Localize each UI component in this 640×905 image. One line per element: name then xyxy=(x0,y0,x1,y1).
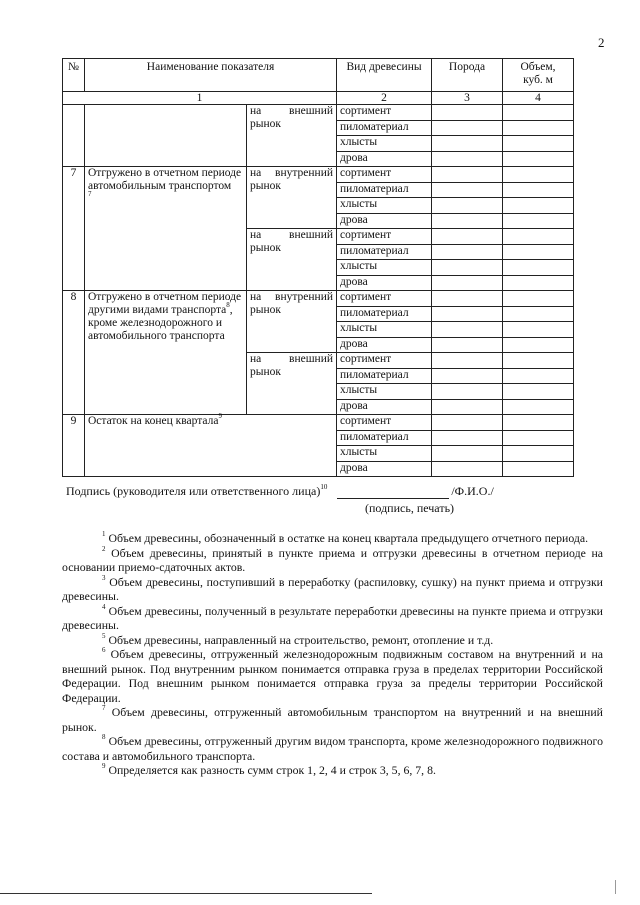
footnote: $^8$ Объем древесины, отгруженный другим видом транспорта, кроме железнодорожного подвижного состава и автомобильного транспорта. xyxy=(62,733,603,763)
header-num: № xyxy=(63,59,85,92)
species-cell[interactable] xyxy=(432,322,503,338)
footnote: $^1$ Объем древесины, обозначенный в остатке на конец квартала предыдущего отчетного периода. xyxy=(102,530,589,545)
kind-cell: пиломатериал xyxy=(337,368,432,384)
scan-edge-mark xyxy=(615,880,616,894)
volume-cell[interactable] xyxy=(503,322,574,338)
footnote: $^6$ Объем древесины, отгруженный железнодорожным подвижным составом на внутренний и на внешний рынок. Под внутренним рынком понимается отправка груза в пределах территории Российской Федерации. Под внешним рынком понимается отправка груза за пределы территории Российской Федерации. xyxy=(62,646,604,705)
row-number: 8 xyxy=(63,291,85,415)
volume-cell[interactable] xyxy=(503,461,574,477)
row-name: Отгружено в отчетном периоде автомобильным транспортом $^7$ xyxy=(85,167,247,291)
market-cell: на внешний рынок xyxy=(247,105,337,167)
index-cell: 3 xyxy=(432,92,503,105)
index-cell: 1 xyxy=(63,92,337,105)
species-cell[interactable] xyxy=(432,213,503,229)
volume-cell[interactable] xyxy=(503,105,574,121)
kind-cell: пиломатериал xyxy=(337,120,432,136)
species-cell[interactable] xyxy=(432,446,503,462)
volume-cell[interactable] xyxy=(503,229,574,245)
num-cell xyxy=(63,105,85,167)
volume-cell[interactable] xyxy=(503,306,574,322)
table-row xyxy=(63,291,574,307)
kind-cell: сортимент xyxy=(337,415,432,431)
volume-cell[interactable] xyxy=(503,198,574,214)
species-cell[interactable] xyxy=(432,275,503,291)
kind-cell: дрова xyxy=(337,151,432,167)
index-cell: 2 xyxy=(337,92,432,105)
fio-label: /Ф.И.О./ xyxy=(451,484,494,498)
volume-cell[interactable] xyxy=(503,430,574,446)
species-cell[interactable] xyxy=(432,306,503,322)
header-species: Порода xyxy=(432,59,503,92)
table-header-row xyxy=(63,59,574,92)
volume-cell[interactable] xyxy=(503,260,574,276)
volume-cell[interactable] xyxy=(503,167,574,183)
signature-label: Подпись (руководителя или ответственного лица) xyxy=(66,484,321,498)
kind-cell: сортимент xyxy=(337,353,432,369)
kind-cell: дрова xyxy=(337,461,432,477)
market-cell: на внутренний рынок xyxy=(247,291,337,353)
volume-cell[interactable] xyxy=(503,399,574,415)
volume-cell[interactable] xyxy=(503,182,574,198)
name-cell xyxy=(85,105,247,167)
species-cell[interactable] xyxy=(432,260,503,276)
kind-cell: дрова xyxy=(337,337,432,353)
species-cell[interactable] xyxy=(432,291,503,307)
species-cell[interactable] xyxy=(432,337,503,353)
species-cell[interactable] xyxy=(432,136,503,152)
species-cell[interactable] xyxy=(432,384,503,400)
volume-cell[interactable] xyxy=(503,353,574,369)
species-cell[interactable] xyxy=(432,167,503,183)
volume-cell[interactable] xyxy=(503,415,574,431)
species-cell[interactable] xyxy=(432,430,503,446)
page-number: 2 xyxy=(598,35,605,50)
market-cell: на внешний рынок xyxy=(247,353,337,415)
species-cell[interactable] xyxy=(432,120,503,136)
volume-cell[interactable] xyxy=(503,275,574,291)
footnote: $^2$ Объем древесины, принятый в пункте приема и отгрузки древесины в отчетном периоде на основании приемо-сдаточных актов. xyxy=(62,544,603,574)
species-cell[interactable] xyxy=(432,368,503,384)
volume-cell[interactable] xyxy=(503,151,574,167)
footnote: $^7$ Объем древесины, отгруженный автомобильным транспортом на внутренний и на внешний рынок. xyxy=(62,704,603,734)
volume-cell[interactable] xyxy=(503,291,574,307)
row-name: Остаток на конец квартала$^9$ xyxy=(85,415,337,477)
column-index-row xyxy=(63,92,574,105)
footnotes xyxy=(62,531,603,778)
volume-cell[interactable] xyxy=(503,446,574,462)
species-cell[interactable] xyxy=(432,182,503,198)
kind-cell: сортимент xyxy=(337,291,432,307)
kind-cell: дрова xyxy=(337,213,432,229)
kind-cell: пиломатериал xyxy=(337,306,432,322)
footnote: $^3$ Объем древесины, поступивший в переработку (распиловку, сушку) на пункт приема и отгрузки древесины. xyxy=(62,573,603,603)
kind-cell: пиломатериал xyxy=(337,430,432,446)
kind-cell: сортимент xyxy=(337,105,432,121)
species-cell[interactable] xyxy=(432,415,503,431)
volume-cell[interactable] xyxy=(503,213,574,229)
kind-cell: дрова xyxy=(337,275,432,291)
header-name: Наименование показателя xyxy=(85,59,337,92)
volume-cell[interactable] xyxy=(503,120,574,136)
volume-cell[interactable] xyxy=(503,368,574,384)
kind-cell: хлысты xyxy=(337,198,432,214)
kind-cell: пиломатериал xyxy=(337,244,432,260)
signature-sup: 10 xyxy=(320,483,328,491)
index-cell: 4 xyxy=(503,92,574,105)
footnote: $^9$ Определяется как разность сумм строк 1, 2, 4 и строк 3, 5, 6, 7, 8. xyxy=(102,762,436,777)
table-row xyxy=(63,105,574,121)
kind-cell: пиломатериал xyxy=(337,182,432,198)
kind-cell: сортимент xyxy=(337,229,432,245)
scan-edge-line xyxy=(0,893,372,894)
species-cell[interactable] xyxy=(432,198,503,214)
volume-cell[interactable] xyxy=(503,384,574,400)
species-cell[interactable] xyxy=(432,105,503,121)
market-cell: на внешний рынок xyxy=(247,229,337,291)
species-cell[interactable] xyxy=(432,244,503,260)
species-cell[interactable] xyxy=(432,461,503,477)
kind-cell: сортимент xyxy=(337,167,432,183)
kind-cell: хлысты xyxy=(337,260,432,276)
wood-volume-table xyxy=(62,58,574,477)
row-name: Отгружено в отчетном периоде другими видами транспорта$^8$, кроме железнодорожного и автомобильного транспорта xyxy=(85,291,247,415)
header-volume: Объем, куб. м xyxy=(503,59,574,92)
kind-cell: хлысты xyxy=(337,446,432,462)
species-cell[interactable] xyxy=(432,151,503,167)
footnote: $^5$ Объем древесины, направленный на строительство, ремонт, отопление и т.д. xyxy=(102,631,494,647)
volume-cell[interactable] xyxy=(503,136,574,152)
market-cell: на внутренний рынок xyxy=(247,167,337,229)
volume-cell[interactable] xyxy=(503,244,574,260)
row-number: 7 xyxy=(63,167,85,291)
kind-cell: дрова xyxy=(337,399,432,415)
species-cell[interactable] xyxy=(432,353,503,369)
species-cell[interactable] xyxy=(432,399,503,415)
volume-cell[interactable] xyxy=(503,337,574,353)
table-row xyxy=(63,415,574,431)
header-kind: Вид древесины xyxy=(337,59,432,92)
row-number: 9 xyxy=(63,415,85,477)
table-row xyxy=(63,167,574,183)
signature-line xyxy=(66,484,494,499)
footnote: $^4$ Объем древесины, полученный в результате переработки древесины на пункте приема и отгрузки древесины. xyxy=(62,602,603,632)
kind-cell: хлысты xyxy=(337,136,432,152)
signature-caption: (подпись, печать) xyxy=(365,501,455,515)
kind-cell: хлысты xyxy=(337,322,432,338)
kind-cell: хлысты xyxy=(337,384,432,400)
species-cell[interactable] xyxy=(432,229,503,245)
signature-field[interactable] xyxy=(337,486,449,499)
